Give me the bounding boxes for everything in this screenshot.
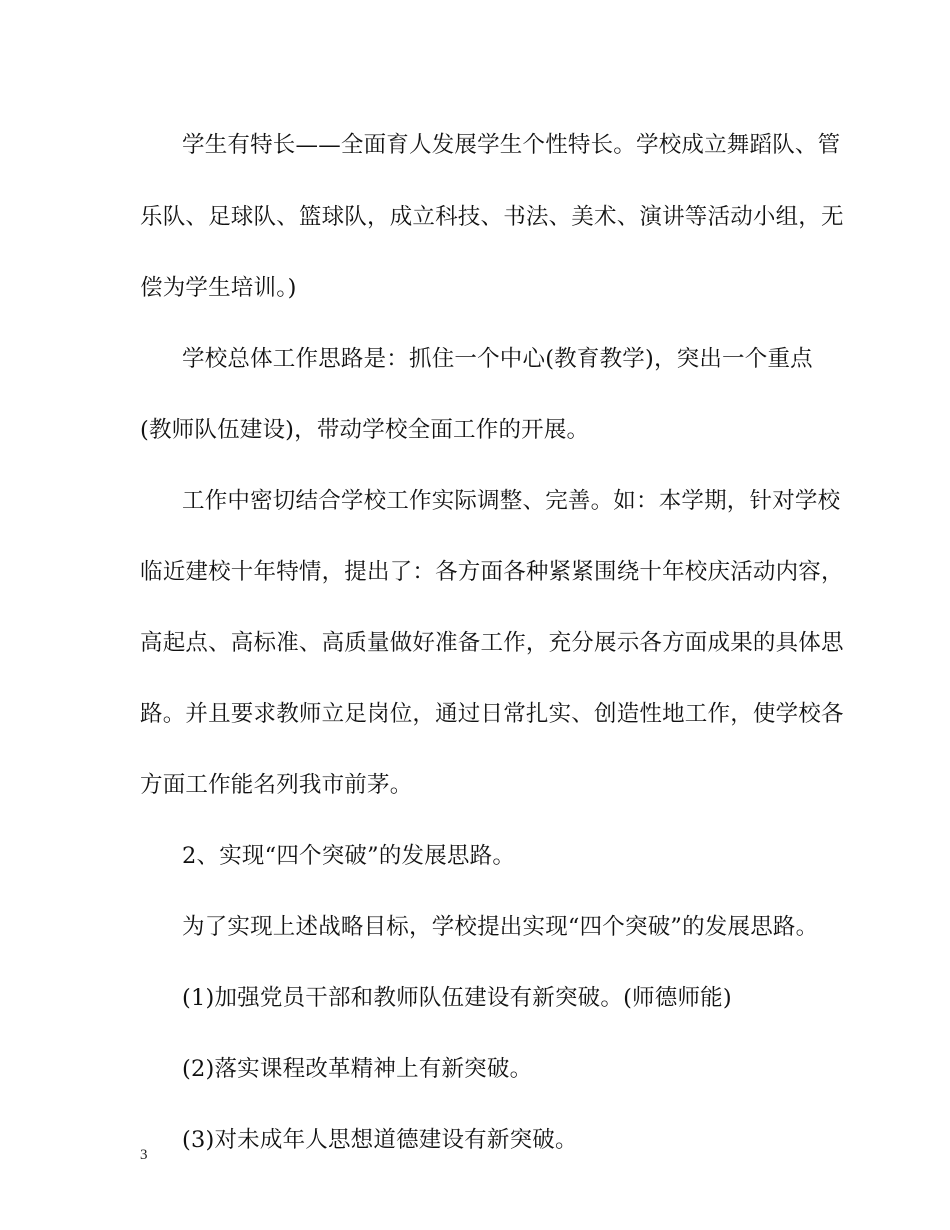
paragraph-line: 学生有特长——全面育人发展学生个性特长。学校成立舞蹈队、管	[182, 132, 841, 158]
paragraph-line: 为了实现上述战略目标，学校提出实现“四个突破”的发展思路。	[182, 914, 819, 940]
paragraph-line: 路。并且要求教师立足岗位，通过日常扎实、创造性地工作，使学校各	[140, 701, 844, 727]
paragraph-line: 临近建校十年特情，提出了：各方面各种紧紧围绕十年校庆活动内容，	[140, 559, 844, 585]
paragraph-line: 乐队、足球队、篮球队，成立科技、书法、美术、演讲等活动小组，无	[140, 204, 844, 230]
paragraph-line: 高起点、高标准、高质量做好准备工作，充分展示各方面成果的具体思	[140, 630, 844, 656]
list-item: (2)落实课程改革精神上有新突破。	[182, 1056, 533, 1082]
page-number: 3	[140, 1147, 148, 1163]
paragraph-line: 方面工作能名列我市前茅。	[140, 772, 413, 798]
section-heading: 2、实现“四个突破”的发展思路。	[182, 843, 516, 869]
paragraph-line: 偿为学生培训。)	[140, 275, 297, 301]
paragraph-line: 学校总体工作思路是：抓住一个中心(教育教学)，突出一个重点	[182, 346, 813, 372]
paragraph-line: (教师队伍建设)，带动学校全面工作的开展。	[140, 417, 590, 443]
list-item: (1)加强党员干部和教师队伍建设有新突破。(师德师能)	[182, 985, 732, 1011]
list-item: (3)对未成年人思想道德建设有新突破。	[182, 1127, 578, 1153]
paragraph-line: 工作中密切结合学校工作实际调整、完善。如：本学期，针对学校	[182, 488, 841, 514]
